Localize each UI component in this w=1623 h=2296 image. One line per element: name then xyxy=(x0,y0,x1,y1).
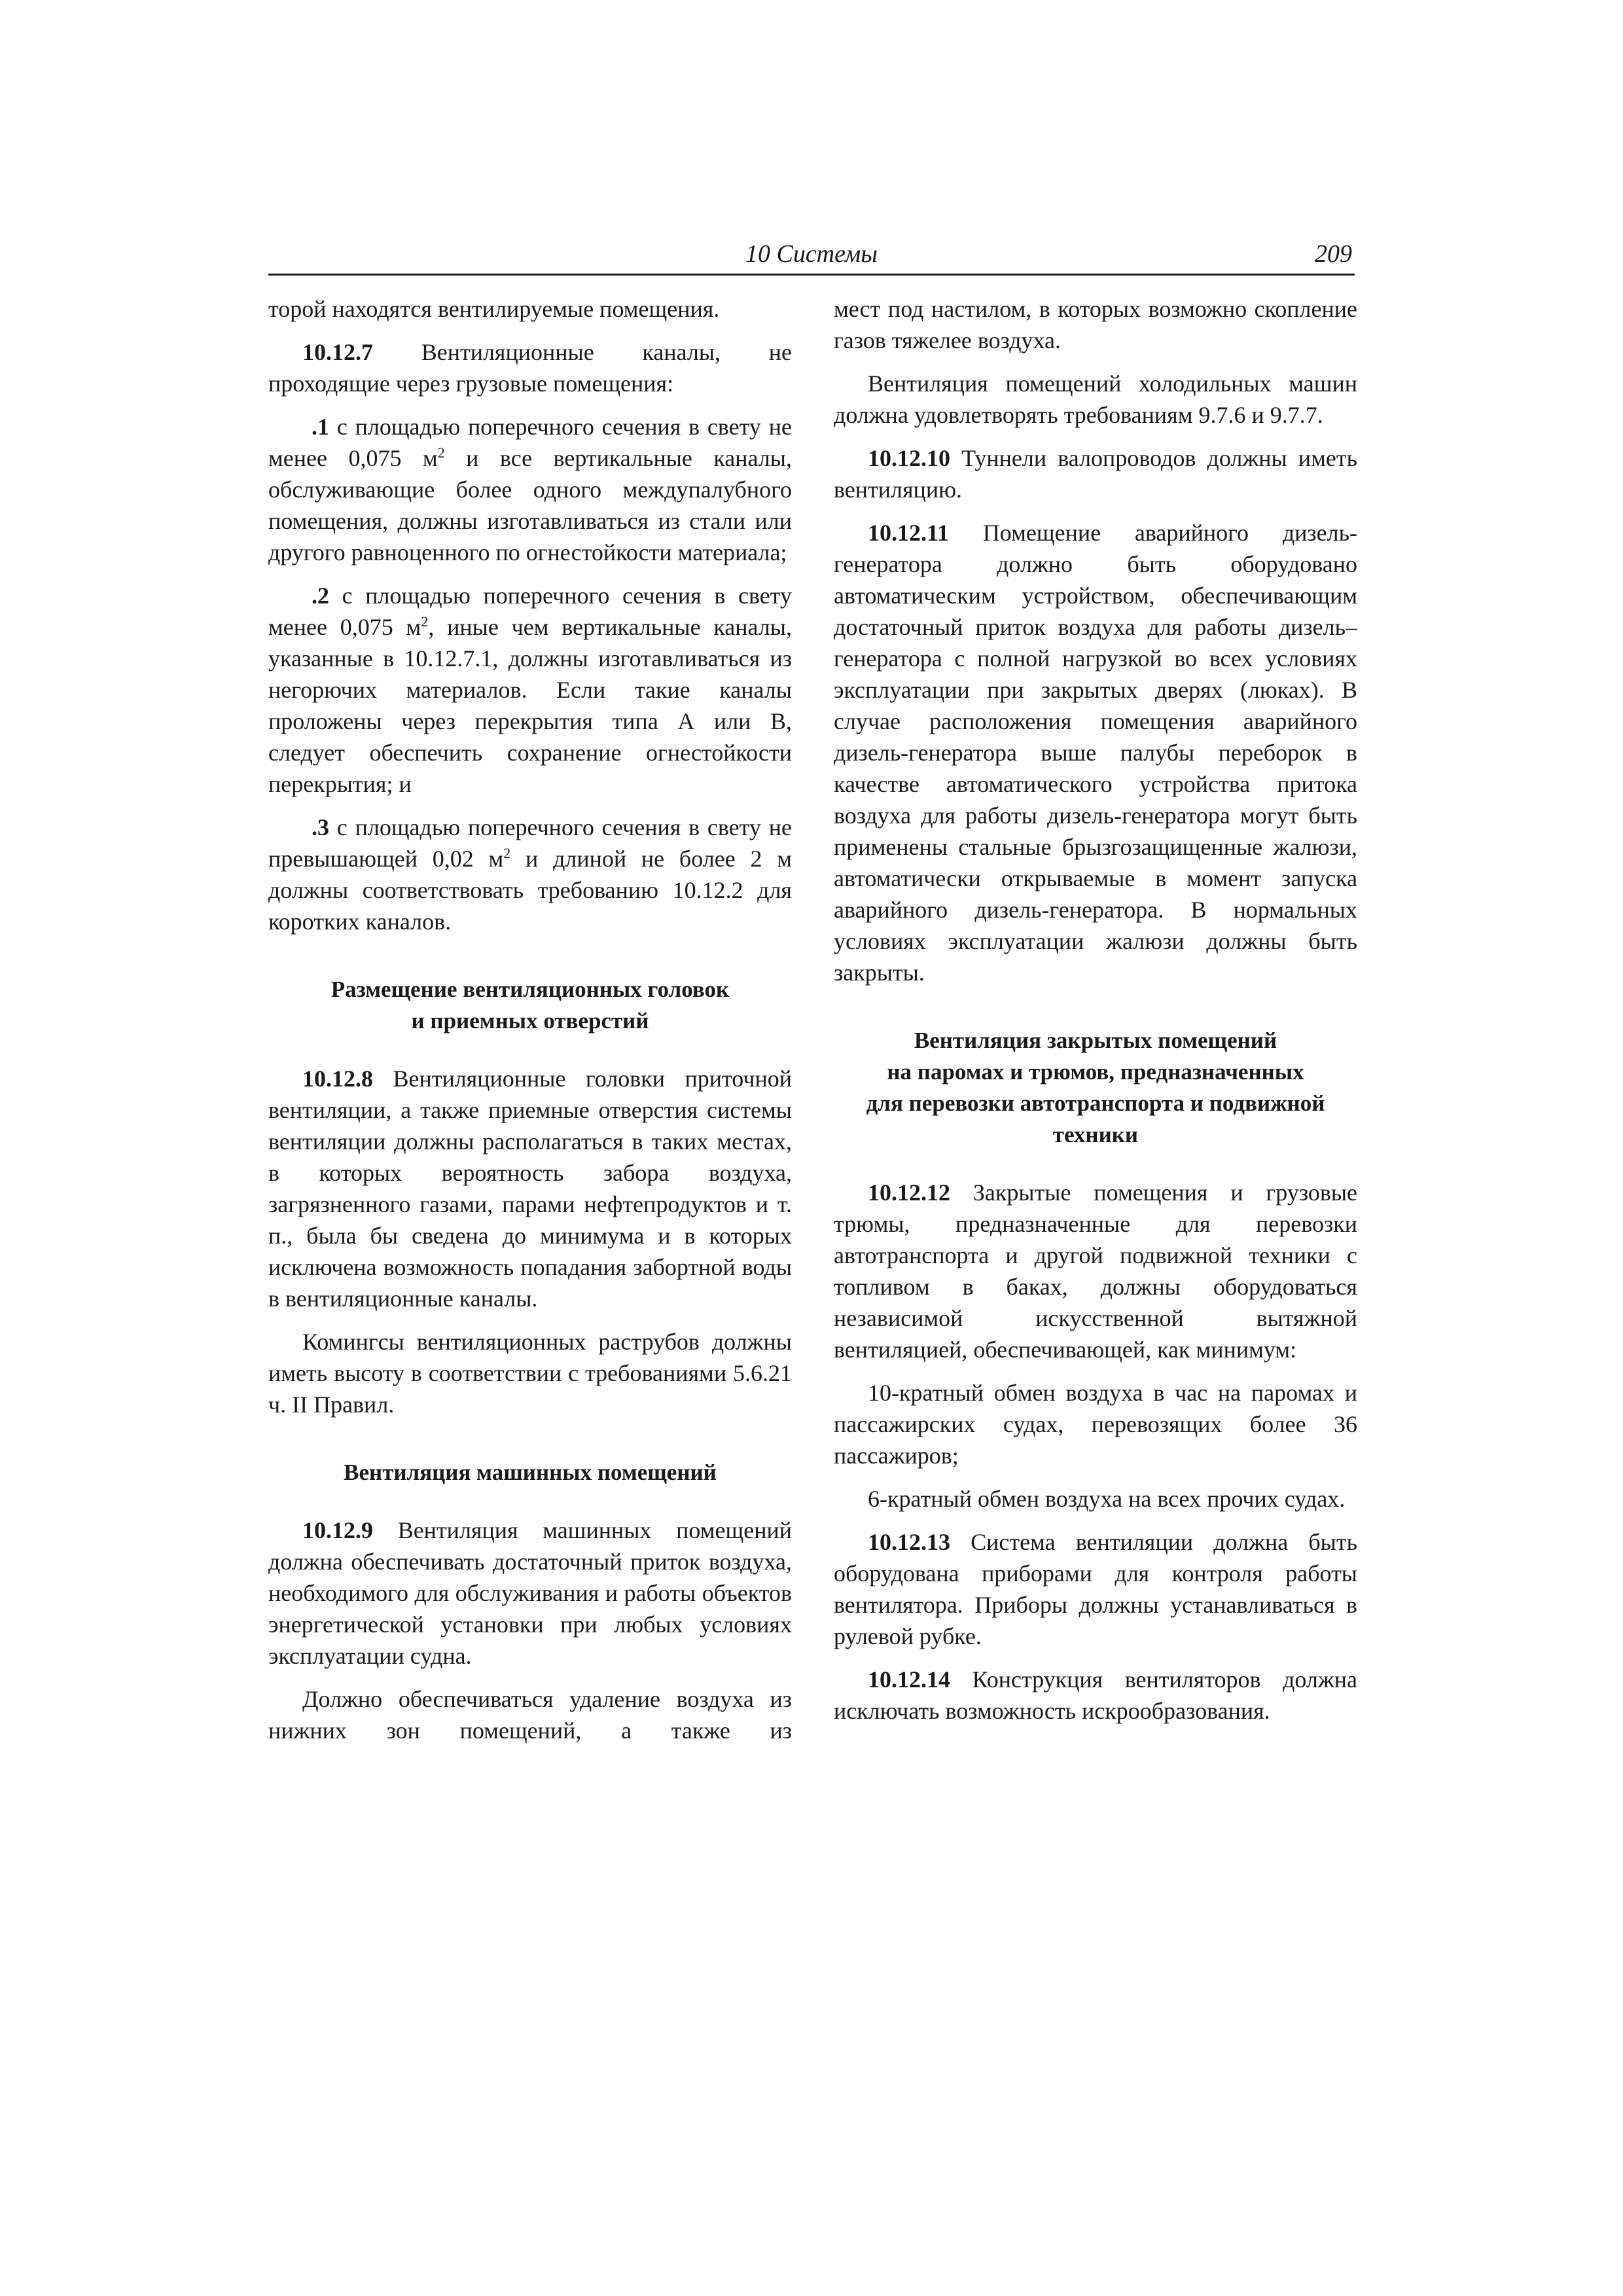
paragraph: Должно обеспечиваться удаление воздуха из нижних зон помещений, а также из xyxy=(268,1686,792,1744)
paragraph: мест под настилом, в которых возможно скопление газов тяжелее воздуха. xyxy=(834,296,1357,353)
heading-line: на паромах и трюмов, предназначенных xyxy=(887,1059,1304,1085)
page-header xyxy=(268,237,1355,276)
clause-number: 10.12.13 xyxy=(868,1529,950,1555)
item-text: , иные чем вертикальные каналы, указанные в 10.12.7.1, должны изготавливаться из негорючих материалов. Если такие каналы проложены через перекрытия типа А или В, следует обеспечить сохранение огнестойкости перекрытия; и xyxy=(268,614,792,797)
clause-10-12-10 xyxy=(834,442,1357,505)
page-number: 209 xyxy=(1315,240,1352,268)
paragraph: 10-кратный обмен воздуха в час на паромах и пассажирских судах, перевозящих более 36 пассажиров; xyxy=(834,1380,1357,1469)
clause-text: Туннели валопроводов должны иметь вентиляцию. xyxy=(834,445,1357,503)
clause-10-12-14 xyxy=(834,1664,1357,1727)
clause-10-12-7 xyxy=(268,336,792,399)
right-column xyxy=(834,293,1357,1738)
clause-number: 10.12.7 xyxy=(302,339,373,365)
heading-line: Вентиляция закрытых помещений xyxy=(914,1028,1277,1053)
item-number: .1 xyxy=(312,414,329,440)
section-heading xyxy=(268,974,792,1037)
clause-text: Вентиляционные каналы, не проходящие через грузовые помещения: xyxy=(268,339,792,397)
paragraph: Комингсы вентиляционных раструбов должны иметь высоту в соответствии с требованиями 5.6.21 ч. II Правил. xyxy=(268,1329,792,1418)
left-column xyxy=(268,293,792,1758)
heading-line: для перевозки автотранспорта и подвижной xyxy=(866,1090,1325,1116)
superscript: 2 xyxy=(421,613,429,630)
heading-line: Вентиляция машинных помещений xyxy=(344,1460,717,1485)
clause-number: 10.12.10 xyxy=(868,445,950,471)
clause-text: Вентиляция машинных помещений должна обеспечивать достаточный приток воздуха, необходимого для обслуживания и работы объектов энергетической установки при любых условиях эксплуатации судна. xyxy=(268,1517,792,1669)
section-heading xyxy=(268,1457,792,1488)
running-title: 10 Системы xyxy=(745,240,878,268)
clause-text: Конструкция вентиляторов должна исключать возможность искрообразования. xyxy=(834,1666,1357,1724)
clause-text: Вентиляционные головки приточной вентиляции, а также приемные отверстия системы вентиляции должны располагаться в таких местах, в которых вероятность забора воздуха, загрязненного газами, парами нефтепродуктов и т. п., была бы сведена до минимума и в которых исключена возможность попадания забортной воды в вентиляционные каналы. xyxy=(268,1066,792,1312)
item-number: .2 xyxy=(312,583,329,609)
heading-line: и приемных отверстий xyxy=(411,1008,649,1033)
paragraph: 6-кратный обмен воздуха на всех прочих судах. xyxy=(868,1486,1346,1512)
clause-number: 10.12.11 xyxy=(868,520,950,546)
item-text: с площадью поперечного сечения в свету не менее 0,075 м xyxy=(268,414,792,471)
clause-10-12-12 xyxy=(834,1177,1357,1365)
clause-number: 10.12.8 xyxy=(302,1066,373,1092)
superscript: 2 xyxy=(437,444,445,461)
clause-10-12-11 xyxy=(834,517,1357,988)
list-item-3 xyxy=(268,812,792,937)
clause-number: 10.12.9 xyxy=(302,1517,373,1543)
clause-text: Помещение аварийного дизель-генератора должно быть оборудовано автоматическим устройством, обеспечивающим достаточный приток воздуха для работы дизель–генератора с полной нагрузкой во всех условиях эксплуатации при закрытых дверях (люках). В случае расположения помещения аварийного дизель-генератора выше палубы переборок в качестве автоматического устройства притока воздуха для работы дизель-генератора могут быть применены стальные брызгозащищенные жалюзи, автоматически открываемые в момент запуска аварийного дизель-генератора. В нормальных условиях эксплуатации жалюзи должны быть закрыты. xyxy=(834,520,1357,986)
item-text: с площадью поперечного сечения в свету не превышающей 0,02 м xyxy=(268,814,792,872)
clause-number: 10.12.12 xyxy=(868,1179,950,1206)
clause-10-12-9 xyxy=(268,1515,792,1672)
list-item-1 xyxy=(268,411,792,568)
clause-number: 10.12.14 xyxy=(868,1666,950,1693)
clause-10-12-8 xyxy=(268,1063,792,1314)
paragraph: Вентиляция помещений холодильных машин должна удовлетворять требованиям 9.7.6 и 9.7.7. xyxy=(834,370,1357,428)
section-heading xyxy=(834,1025,1357,1151)
superscript: 2 xyxy=(503,845,511,861)
list-item-2 xyxy=(268,580,792,800)
clause-10-12-13 xyxy=(834,1526,1357,1652)
item-text: с площадью поперечного сечения в свету менее 0,075 м xyxy=(268,583,792,640)
heading-line: Размещение вентиляционных головок xyxy=(330,977,730,1002)
item-text: и длиной не более 2 м должны соответствовать требованию 10.12.2 для коротких каналов. xyxy=(268,846,792,935)
heading-line: техники xyxy=(1052,1122,1139,1147)
clause-text: Закрытые помещения и грузовые трюмы, предназначенные для перевозки автотранспорта и другой подвижной техники с топливом в баках, должны оборудоваться независимой искусственной вытяжной вентиляцией, обеспечивающей, как минимум: xyxy=(834,1179,1357,1363)
item-number: .3 xyxy=(312,814,329,840)
item-text: и все вертикальные каналы, обслуживающие более одного междупалубного помещения, должны изготавливаться из стали или другого равноценного по огнестойкости материала; xyxy=(268,445,792,565)
clause-text: Система вентиляции должна быть оборудована приборами для контроля работы вентилятора. Приборы должны устанавливаться в рулевой рубке. xyxy=(834,1529,1357,1649)
paragraph: торой находятся вентилируемые помещения. xyxy=(268,296,720,322)
